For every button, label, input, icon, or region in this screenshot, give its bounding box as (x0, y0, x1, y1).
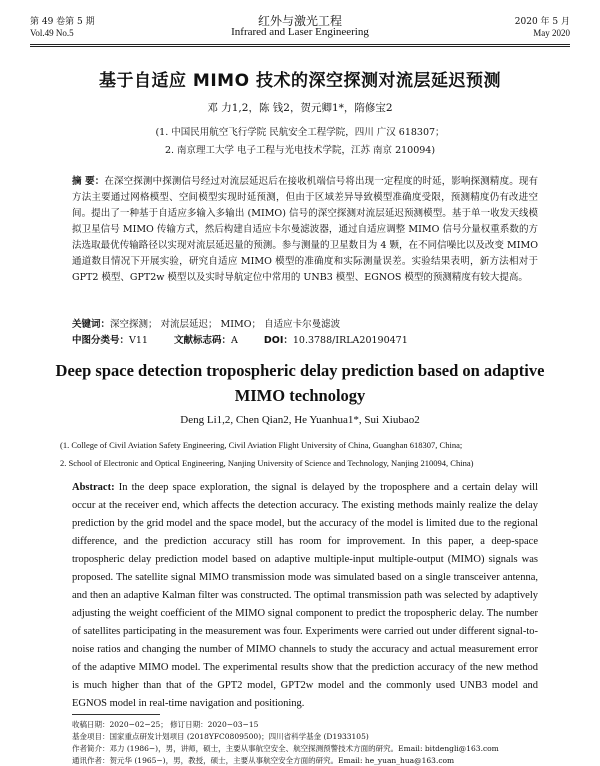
footnote-corresponding-author: 通讯作者：贺元华 (1965−)，男，教授，硕士，主要从事航空安全方面的研究。Email: he_yuan_hua@163.com (72, 756, 455, 765)
cn-title: 基于自适应 MIMO 技术的深空探测对流层延迟预测 (99, 71, 501, 91)
cn-abstract-text: 在深空探测中探测信号经过对流层延迟后在接收机端信号将出现一定程度的时延，影响探测精度。现有方法主要通过网格模型、空间模型实现时延预测，但由于区域差异导致模型准确度受限，预测精度仍有改进空间。提出了一种基于自适应多输入多输出 (MIMO) 信号的深空探测对流层延迟预测模型。基于单一收发天线模拟卫星信号 MIMO 传输方式，然后构建自适应卡尔曼滤波器，通过自适应调整 MIMO 信号分量权重系数的方法选取最优传输路径以实现对流层延迟量的预测。参与测量的卫星数目为 4 颗，在不同信噪比以及改变 MIMO 通道数目情况下开展实验，研究自适应 MIMO 模型的准确度和实际测量误差。实验结果表明，新方法相对于 GPT2 模型、GPT2w 模型以及实时导航定位中常用的 UNB3 模型、EGNOS 模型的预测精度有较大提高。 (72, 176, 538, 283)
clc-value: V11 (129, 335, 148, 346)
doc-code-label: 文献标志码： (173, 335, 231, 346)
en-affiliation-2: 2. School of Electronic and Optical Engineering, Nanjing University of Science and Technology, Nanjing 210094, China) (60, 458, 474, 468)
header-rule-double (30, 46, 570, 47)
date-cn: 2020 年 5 月 (514, 17, 570, 27)
cn-abstract-label: 摘 要： (72, 176, 105, 187)
doc-code-value: A (230, 335, 238, 346)
doi-value: 10.3788/IRLA20190471 (292, 335, 408, 346)
en-abstract-label: Abstract: (72, 482, 115, 493)
en-abstract (72, 479, 538, 713)
footnote-received: 收稿日期：2020−02−25； 修订日期：2020−03−15 (72, 720, 259, 729)
clc-label: 中图分类号： (72, 335, 130, 346)
journal-name-cn: 红外与激光工程 (257, 14, 342, 28)
cn-keywords-label: 关键词： (72, 319, 111, 330)
en-title: Deep space detection tropospheric delay prediction based on adaptive MIMO technology (55, 361, 545, 405)
date-en: May 2020 (533, 28, 570, 38)
running-header (30, 14, 570, 46)
cn-abstract (72, 174, 538, 286)
footnote-author: 作者简介：邓力 (1986−)，男，讲师，硕士，主要从事航空安全、航空探测预警技术方面的研究。Email: bitdengli@163.com (72, 744, 499, 753)
cn-affiliation-1: (1. 中国民用航空飞行学院 民航安全工程学院，四川 广汉 618307； (155, 127, 445, 138)
en-affiliation-1: (1. College of Civil Aviation Safety Engineering, Civil Aviation Flight University of China, Guanghan 618307, China; (60, 440, 463, 450)
volume-en: Vol.49 No.5 (30, 28, 74, 38)
volume-cn: 第 49 卷第 5 期 (30, 17, 95, 27)
journal-name-en: Infrared and Laser Engineering (231, 26, 369, 38)
footnote-fund: 基金项目：国家重点研发计划项目 (2018YFC0809500)；四川省科学基金 (D1933105) (72, 732, 369, 741)
cn-affiliation-2: 2. 南京理工大学 电子工程与光电技术学院，江苏 南京 210094) (164, 145, 436, 156)
cn-keywords (72, 316, 538, 330)
en-authors: Deng Li1,2, Chen Qian2, He Yuanhua1*, Sui Xiubao2 (180, 414, 420, 426)
footnote-rule (72, 714, 160, 715)
doi-label: DOI： (263, 335, 293, 346)
cn-classification (72, 332, 408, 346)
cn-keywords-text: 深空探测； 对流层延迟； MIMO； 自适应卡尔曼滤波 (110, 319, 341, 330)
cn-authors: 邓 力1,2，陈 钱2，贺元卿1*，隋修宝2 (207, 102, 393, 114)
header-rule (30, 44, 570, 45)
en-abstract-text: In the deep space exploration, the signal is delayed by the troposphere and a certain delay will occur at the receiver end, which affects the detection accuracy. The existing methods mainly realize the delay prediction by the grid model and the space model, but the accuracy of the model is limited due to the regional difference, and the prediction accuracy still has room for improvement. In this paper, a deep-space tropospheric delay prediction model based on adaptive multiple-input multiple-output (MIMO) signals was proposed. The satellite signal MIMO transmission mode was simulated based on a single transceiver antenna, and then an adaptive Kalman filter was constructed. The optimal transmission path was selected by adaptively adjusting the weight coefficient of the MIMO signal component to predict the tropospheric delay. The number of satellites participating in the measurement was four. Experiments were carried out under different signal-to-noise ratios and changing the number of MIMO channels to study the accuracy and actual measurement error of the adaptive MIMO model. The experimental results show that the prediction accuracy of the new method is much higher than that of the GPT2 model, GPT2w model and the commonly used UNB3 model and EGNOS model in real-time navigation and positioning. (72, 482, 538, 709)
